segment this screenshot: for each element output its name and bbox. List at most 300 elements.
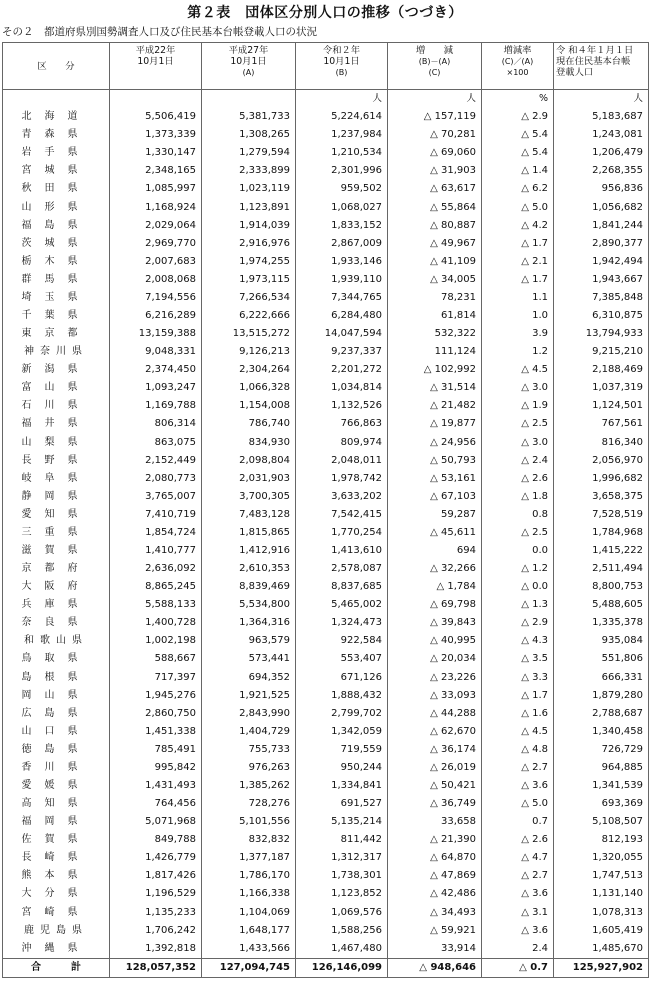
cell-r2: 1,034,814 <box>296 379 388 397</box>
cell-zogen: △ 63,617 <box>388 180 482 198</box>
cell-h27: 976,263 <box>202 759 296 777</box>
cell-h22: 1,706,242 <box>110 922 202 940</box>
cell-rate: △ 1.2 <box>482 560 554 578</box>
table-row <box>3 614 649 632</box>
cell-r2: 14,047,594 <box>296 325 388 343</box>
header-r2-line1: 令和２年 <box>322 45 361 56</box>
header-h22-line2: 10月1日 <box>137 56 174 67</box>
cell-r4: 1,078,313 <box>554 904 649 922</box>
cell-h22: 1,426,779 <box>110 849 202 867</box>
cell-h22: 7,194,556 <box>110 289 202 307</box>
cell-rate: △ 1.7 <box>482 687 554 705</box>
prefecture-name: 鳥取県 <box>3 650 110 668</box>
total-label: 合 計 <box>3 958 110 977</box>
cell-rate: △ 4.8 <box>482 741 554 759</box>
prefecture-name: 新潟県 <box>3 361 110 379</box>
cell-r2: 5,465,002 <box>296 596 388 614</box>
cell-zogen: △ 34,493 <box>388 904 482 922</box>
header-zogen <box>388 43 482 90</box>
cell-r4: 13,794,933 <box>554 325 649 343</box>
cell-r4: 964,885 <box>554 759 649 777</box>
cell-r2: 9,237,337 <box>296 343 388 361</box>
header-zogen-line3: (C) <box>428 68 441 77</box>
total-h22: 128,057,352 <box>110 958 202 977</box>
cell-h22: 1,196,529 <box>110 885 202 903</box>
cell-h27: 1,914,039 <box>202 217 296 235</box>
header-r2 <box>296 43 388 90</box>
table-row <box>3 922 649 940</box>
table-row <box>3 687 649 705</box>
table-row <box>3 415 649 433</box>
cell-h27: 832,832 <box>202 831 296 849</box>
cell-zogen: △ 47,869 <box>388 867 482 885</box>
cell-h22: 2,636,092 <box>110 560 202 578</box>
cell-r2: 1,939,110 <box>296 271 388 289</box>
header-h27-line2: 10月1日 <box>230 56 267 67</box>
cell-r2: 8,837,685 <box>296 578 388 596</box>
cell-zogen: △ 34,005 <box>388 271 482 289</box>
cell-rate: 0.8 <box>482 506 554 524</box>
cell-r4: 7,385,848 <box>554 289 649 307</box>
cell-h27: 1,308,265 <box>202 126 296 144</box>
cell-h27: 3,700,305 <box>202 488 296 506</box>
cell-zogen: △ 67,103 <box>388 488 482 506</box>
cell-zogen: △ 45,611 <box>388 524 482 542</box>
cell-r2: 3,633,202 <box>296 488 388 506</box>
cell-h22: 2,152,449 <box>110 452 202 470</box>
cell-h27: 7,483,128 <box>202 506 296 524</box>
header-r2-line2: 10月1日 <box>323 56 360 67</box>
table-row <box>3 325 649 343</box>
header-row <box>3 43 649 90</box>
prefecture-name: 千葉県 <box>3 307 110 325</box>
cell-zogen: △ 70,281 <box>388 126 482 144</box>
cell-rate: 1.1 <box>482 289 554 307</box>
prefecture-name: 佐賀県 <box>3 831 110 849</box>
cell-rate: △ 2.7 <box>482 867 554 885</box>
cell-r2: 922,584 <box>296 632 388 650</box>
cell-h27: 5,101,556 <box>202 813 296 831</box>
cell-h27: 8,839,469 <box>202 578 296 596</box>
cell-rate: △ 1.8 <box>482 488 554 506</box>
table-row <box>3 307 649 325</box>
cell-r4: 2,890,377 <box>554 235 649 253</box>
cell-rate: △ 3.6 <box>482 885 554 903</box>
cell-h27: 963,579 <box>202 632 296 650</box>
table-row <box>3 867 649 885</box>
cell-rate: △ 3.6 <box>482 922 554 940</box>
cell-h27: 1,104,069 <box>202 904 296 922</box>
table-row <box>3 289 649 307</box>
cell-r2: 1,833,152 <box>296 217 388 235</box>
cell-rate: 1.2 <box>482 343 554 361</box>
cell-h27: 1,385,262 <box>202 777 296 795</box>
total-r2: 126,146,099 <box>296 958 388 977</box>
prefecture-name: 徳島県 <box>3 741 110 759</box>
prefecture-name: 秋田県 <box>3 180 110 198</box>
table-row <box>3 235 649 253</box>
cell-h27: 13,515,272 <box>202 325 296 343</box>
cell-h22: 5,071,968 <box>110 813 202 831</box>
prefecture-name: 京都府 <box>3 560 110 578</box>
cell-h22: 863,075 <box>110 433 202 451</box>
prefecture-name: 静岡県 <box>3 488 110 506</box>
cell-zogen: △ 21,390 <box>388 831 482 849</box>
cell-r2: 959,502 <box>296 180 388 198</box>
cell-r2: 1,738,301 <box>296 867 388 885</box>
table-row <box>3 723 649 741</box>
cell-r4: 6,310,875 <box>554 307 649 325</box>
cell-r4: 1,485,670 <box>554 940 649 959</box>
cell-r4: 2,788,687 <box>554 705 649 723</box>
cell-zogen: △ 53,161 <box>388 470 482 488</box>
cell-zogen: 33,914 <box>388 940 482 959</box>
cell-rate: △ 1.3 <box>482 596 554 614</box>
table-row <box>3 741 649 759</box>
table-row <box>3 705 649 723</box>
prefecture-name: 岩手県 <box>3 144 110 162</box>
cell-h22: 995,842 <box>110 759 202 777</box>
cell-zogen: △ 69,798 <box>388 596 482 614</box>
cell-h27: 1,404,729 <box>202 723 296 741</box>
cell-rate: △ 3.0 <box>482 379 554 397</box>
cell-r4: 1,335,378 <box>554 614 649 632</box>
table-row <box>3 849 649 867</box>
table-row <box>3 795 649 813</box>
cell-r4: 1,747,513 <box>554 867 649 885</box>
cell-r4: 9,215,210 <box>554 343 649 361</box>
cell-h22: 785,491 <box>110 741 202 759</box>
cell-h27: 2,304,264 <box>202 361 296 379</box>
cell-h22: 8,865,245 <box>110 578 202 596</box>
total-rate: △ 0.7 <box>482 958 554 977</box>
cell-h27: 2,031,903 <box>202 470 296 488</box>
cell-r2: 1,978,742 <box>296 470 388 488</box>
header-h27-line1: 平成27年 <box>228 45 269 56</box>
cell-rate: △ 3.1 <box>482 904 554 922</box>
cell-h22: 13,159,388 <box>110 325 202 343</box>
table-title: 第２表 団体区分別人口の推移（つづき） <box>187 5 463 21</box>
cell-rate: △ 3.0 <box>482 433 554 451</box>
cell-h22: 1,169,788 <box>110 397 202 415</box>
table-row <box>3 361 649 379</box>
cell-h22: 1,854,724 <box>110 524 202 542</box>
cell-h22: 3,765,007 <box>110 488 202 506</box>
prefecture-name: 兵庫県 <box>3 596 110 614</box>
cell-zogen: △ 36,749 <box>388 795 482 813</box>
cell-r2: 1,933,146 <box>296 253 388 271</box>
cell-h27: 755,733 <box>202 741 296 759</box>
header-r4 <box>554 43 649 90</box>
cell-r2: 1,132,526 <box>296 397 388 415</box>
prefecture-name: 群馬県 <box>3 271 110 289</box>
header-r2-line3: (B) <box>335 68 348 77</box>
cell-r4: 1,784,968 <box>554 524 649 542</box>
cell-h22: 717,397 <box>110 669 202 687</box>
cell-h27: 1,815,865 <box>202 524 296 542</box>
cell-zogen: △ 21,482 <box>388 397 482 415</box>
cell-h22: 5,506,419 <box>110 108 202 126</box>
header-r4-line3: 登載人口 <box>556 67 594 78</box>
cell-h27: 1,412,916 <box>202 542 296 560</box>
table-row <box>3 759 649 777</box>
prefecture-name: 愛知県 <box>3 506 110 524</box>
cell-rate: △ 2.5 <box>482 524 554 542</box>
cell-zogen: 694 <box>388 542 482 560</box>
unit-cell <box>3 90 110 109</box>
prefecture-name: 青森県 <box>3 126 110 144</box>
table-row <box>3 470 649 488</box>
table-row <box>3 452 649 470</box>
cell-r4: 1,124,501 <box>554 397 649 415</box>
prefecture-name: 愛媛県 <box>3 777 110 795</box>
prefecture-name: 長野県 <box>3 452 110 470</box>
cell-h27: 2,333,899 <box>202 162 296 180</box>
cell-zogen: △ 42,486 <box>388 885 482 903</box>
cell-h22: 849,788 <box>110 831 202 849</box>
cell-r2: 2,301,996 <box>296 162 388 180</box>
cell-r4: 666,331 <box>554 669 649 687</box>
cell-r4: 2,188,469 <box>554 361 649 379</box>
total-zogen: △ 948,646 <box>388 958 482 977</box>
cell-h27: 2,098,804 <box>202 452 296 470</box>
prefecture-name: 鹿児島県 <box>3 922 110 940</box>
prefecture-name: 宮崎県 <box>3 904 110 922</box>
cell-h22: 2,007,683 <box>110 253 202 271</box>
cell-zogen: △ 80,887 <box>388 217 482 235</box>
cell-r4: 1,243,081 <box>554 126 649 144</box>
cell-h27: 694,352 <box>202 669 296 687</box>
cell-h22: 2,348,165 <box>110 162 202 180</box>
cell-r2: 553,407 <box>296 650 388 668</box>
header-r4-line1: 令 和４年１月１日 <box>556 45 634 56</box>
header-zogen-line1: 増 減 <box>415 45 454 56</box>
cell-zogen: △ 20,034 <box>388 650 482 668</box>
table-row <box>3 831 649 849</box>
cell-r4: 1,131,140 <box>554 885 649 903</box>
cell-r4: 5,108,507 <box>554 813 649 831</box>
cell-rate: △ 1.7 <box>482 235 554 253</box>
cell-r4: 1,996,682 <box>554 470 649 488</box>
cell-rate: △ 5.0 <box>482 795 554 813</box>
cell-r4: 1,037,319 <box>554 379 649 397</box>
cell-rate: △ 2.6 <box>482 831 554 849</box>
cell-h22: 6,216,289 <box>110 307 202 325</box>
prefecture-name: 奈良県 <box>3 614 110 632</box>
cell-rate: 2.4 <box>482 940 554 959</box>
cell-r2: 1,342,059 <box>296 723 388 741</box>
cell-h22: 2,969,770 <box>110 235 202 253</box>
cell-zogen: 33,658 <box>388 813 482 831</box>
table-row <box>3 506 649 524</box>
cell-r4: 1,415,222 <box>554 542 649 560</box>
header-rate-line1: 増減率 <box>503 45 532 56</box>
table-row <box>3 180 649 198</box>
prefecture-name: 山形県 <box>3 198 110 216</box>
cell-h27: 1,154,008 <box>202 397 296 415</box>
cell-rate: △ 3.6 <box>482 777 554 795</box>
cell-h27: 7,266,534 <box>202 289 296 307</box>
cell-r2: 1,467,480 <box>296 940 388 959</box>
total-h27: 127,094,745 <box>202 958 296 977</box>
cell-r4: 726,729 <box>554 741 649 759</box>
cell-r2: 1,888,432 <box>296 687 388 705</box>
cell-rate: △ 2.4 <box>482 452 554 470</box>
cell-r2: 2,201,272 <box>296 361 388 379</box>
cell-zogen: 532,322 <box>388 325 482 343</box>
cell-h27: 1,921,525 <box>202 687 296 705</box>
cell-zogen: △ 55,864 <box>388 198 482 216</box>
unit-cell <box>202 90 296 109</box>
cell-r4: 551,806 <box>554 650 649 668</box>
cell-rate: △ 1.9 <box>482 397 554 415</box>
cell-r2: 1,069,576 <box>296 904 388 922</box>
cell-h27: 1,023,119 <box>202 180 296 198</box>
cell-r2: 1,770,254 <box>296 524 388 542</box>
cell-h22: 5,588,133 <box>110 596 202 614</box>
cell-r4: 2,268,355 <box>554 162 649 180</box>
cell-h22: 1,330,147 <box>110 144 202 162</box>
prefecture-name: 富山県 <box>3 379 110 397</box>
cell-zogen: △ 36,174 <box>388 741 482 759</box>
cell-r4: 1,206,479 <box>554 144 649 162</box>
cell-h27: 834,930 <box>202 433 296 451</box>
table-row <box>3 940 649 959</box>
cell-h27: 786,740 <box>202 415 296 433</box>
cell-h22: 764,456 <box>110 795 202 813</box>
cell-h22: 1,945,276 <box>110 687 202 705</box>
cell-zogen: △ 49,967 <box>388 235 482 253</box>
prefecture-name: 福島県 <box>3 217 110 235</box>
cell-zogen: △ 50,421 <box>388 777 482 795</box>
unit-cell: % <box>482 90 554 109</box>
cell-zogen: △ 44,288 <box>388 705 482 723</box>
cell-r2: 2,578,087 <box>296 560 388 578</box>
cell-zogen: △ 102,992 <box>388 361 482 379</box>
table-row <box>3 162 649 180</box>
cell-r2: 1,334,841 <box>296 777 388 795</box>
prefecture-name: 島根県 <box>3 669 110 687</box>
table-row <box>3 379 649 397</box>
cell-zogen: △ 157,119 <box>388 108 482 126</box>
cell-rate: △ 2.5 <box>482 415 554 433</box>
prefecture-name: 滋賀県 <box>3 542 110 560</box>
cell-r2: 2,048,011 <box>296 452 388 470</box>
cell-rate: △ 1.6 <box>482 705 554 723</box>
cell-zogen: △ 19,877 <box>388 415 482 433</box>
table-subtitle: その２ 都道府県別国勢調査人口及び住民基本台帳登載人口の状況 <box>2 26 317 38</box>
cell-r2: 2,867,009 <box>296 235 388 253</box>
prefecture-name: 栃木県 <box>3 253 110 271</box>
cell-rate: △ 2.1 <box>482 253 554 271</box>
cell-zogen: 59,287 <box>388 506 482 524</box>
cell-h27: 1,279,594 <box>202 144 296 162</box>
cell-h22: 1,451,338 <box>110 723 202 741</box>
cell-h27: 1,974,255 <box>202 253 296 271</box>
header-rate-line3: ×100 <box>506 68 529 77</box>
cell-h22: 7,410,719 <box>110 506 202 524</box>
cell-rate: △ 2.6 <box>482 470 554 488</box>
unit-cell: 人 <box>296 90 388 109</box>
cell-r4: 1,841,244 <box>554 217 649 235</box>
header-kubun: 区 分 <box>3 43 110 90</box>
cell-r2: 950,244 <box>296 759 388 777</box>
cell-zogen: △ 26,019 <box>388 759 482 777</box>
cell-h22: 2,860,750 <box>110 705 202 723</box>
header-zogen-line2: (B)－(A) <box>418 57 451 66</box>
cell-zogen: △ 33,093 <box>388 687 482 705</box>
cell-h22: 1,410,777 <box>110 542 202 560</box>
table-row <box>3 813 649 831</box>
table-row <box>3 488 649 506</box>
cell-h22: 1,817,426 <box>110 867 202 885</box>
prefecture-name: 北海道 <box>3 108 110 126</box>
prefecture-name: 香川県 <box>3 759 110 777</box>
cell-rate: 0.0 <box>482 542 554 560</box>
cell-h27: 5,381,733 <box>202 108 296 126</box>
cell-h27: 1,123,891 <box>202 198 296 216</box>
header-h22-line1: 平成22年 <box>135 45 176 56</box>
prefecture-name: 宮城県 <box>3 162 110 180</box>
prefecture-name: 茨城県 <box>3 235 110 253</box>
cell-zogen: △ 31,514 <box>388 379 482 397</box>
cell-zogen: △ 59,921 <box>388 922 482 940</box>
cell-h22: 1,431,493 <box>110 777 202 795</box>
cell-h27: 9,126,213 <box>202 343 296 361</box>
unit-cell: 人 <box>388 90 482 109</box>
cell-h27: 573,441 <box>202 650 296 668</box>
cell-zogen: △ 62,670 <box>388 723 482 741</box>
cell-h22: 2,374,450 <box>110 361 202 379</box>
cell-r2: 1,413,610 <box>296 542 388 560</box>
units-row <box>3 90 649 109</box>
cell-zogen: △ 24,956 <box>388 433 482 451</box>
cell-rate: 1.0 <box>482 307 554 325</box>
cell-r2: 6,284,480 <box>296 307 388 325</box>
prefecture-name: 長崎県 <box>3 849 110 867</box>
header-r4-line2: 現在住民基本台帳 <box>556 56 631 67</box>
prefecture-name: 山口県 <box>3 723 110 741</box>
cell-r4: 2,511,494 <box>554 560 649 578</box>
table-row <box>3 198 649 216</box>
prefecture-name: 東京都 <box>3 325 110 343</box>
table-row <box>3 578 649 596</box>
prefecture-name: 岡山県 <box>3 687 110 705</box>
cell-zogen: △ 23,226 <box>388 669 482 687</box>
cell-r2: 766,863 <box>296 415 388 433</box>
prefecture-name: 沖縄県 <box>3 940 110 959</box>
cell-r2: 1,237,984 <box>296 126 388 144</box>
cell-rate: △ 1.7 <box>482 271 554 289</box>
cell-rate: 3.9 <box>482 325 554 343</box>
cell-r2: 1,588,256 <box>296 922 388 940</box>
cell-h27: 1,433,566 <box>202 940 296 959</box>
cell-rate: △ 3.3 <box>482 669 554 687</box>
cell-r4: 8,800,753 <box>554 578 649 596</box>
cell-rate: △ 4.5 <box>482 361 554 379</box>
cell-r4: 693,369 <box>554 795 649 813</box>
total-row <box>3 958 649 977</box>
cell-r2: 7,344,765 <box>296 289 388 307</box>
table-row <box>3 885 649 903</box>
cell-r4: 956,836 <box>554 180 649 198</box>
cell-rate: △ 1.4 <box>482 162 554 180</box>
cell-r4: 812,193 <box>554 831 649 849</box>
cell-h22: 1,400,728 <box>110 614 202 632</box>
cell-zogen: △ 50,793 <box>388 452 482 470</box>
cell-r2: 1,123,852 <box>296 885 388 903</box>
cell-rate: △ 2.9 <box>482 108 554 126</box>
